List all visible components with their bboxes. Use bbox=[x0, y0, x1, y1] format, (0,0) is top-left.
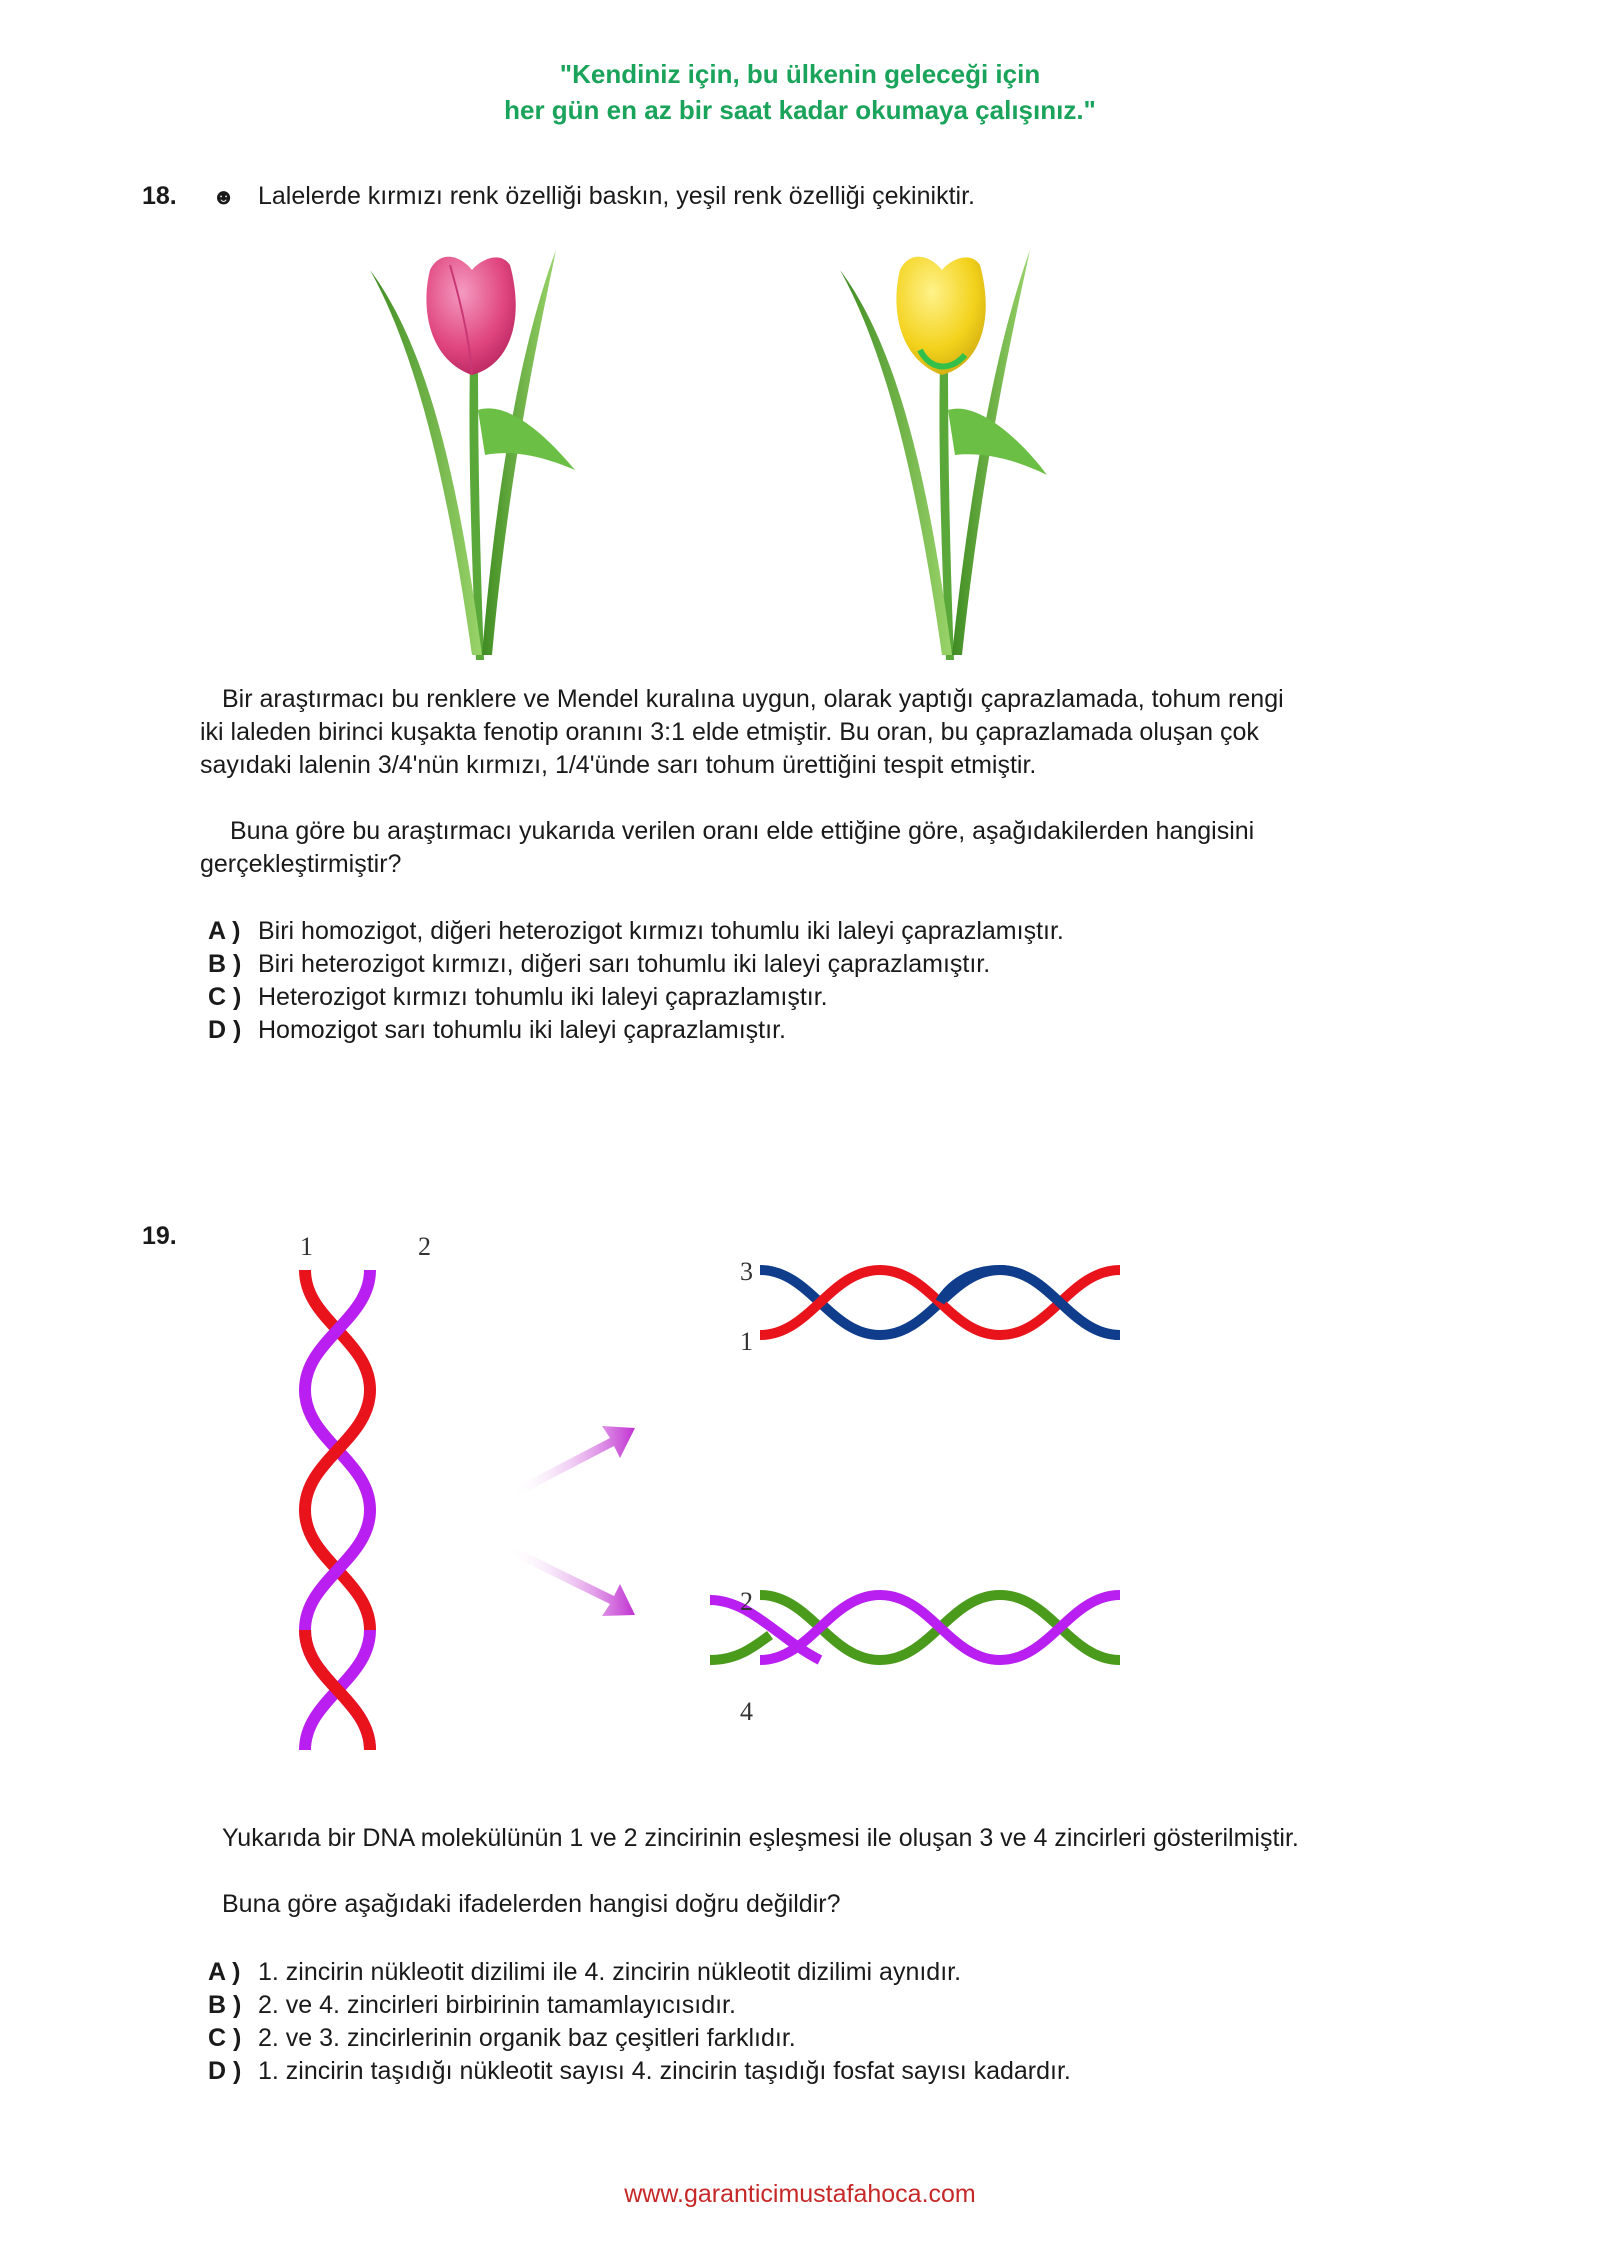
q18-option-d[interactable] bbox=[208, 1014, 786, 1047]
q18-para2-line1: Buna göre bu araştırmacı yukarıda verilen oranı elde ettiğine göre, aşağıdakilerden hangisini bbox=[230, 817, 1255, 845]
q19-option-a[interactable] bbox=[208, 1956, 961, 1989]
arrow-down-icon bbox=[506, 1545, 635, 1616]
q19-intro: Yukarıda bir DNA molekülünün 1 ve 2 zincirinin eşleşmesi ile oluşan 3 ve 4 zincirleri gösterilmiştir. bbox=[222, 1824, 1299, 1852]
q18-option-b[interactable] bbox=[208, 948, 990, 981]
option-text: 1. zincirin taşıdığı nükleotit sayısı 4. zincirin taşıdığı fosfat sayısı kadardır. bbox=[258, 2057, 1071, 2085]
option-label: B ) bbox=[208, 950, 242, 978]
option-label: C ) bbox=[208, 2024, 242, 2052]
q19-option-b[interactable] bbox=[208, 1989, 736, 2022]
strand-label-2b: 2 bbox=[740, 1587, 753, 1616]
question-18-number: 18. bbox=[142, 182, 177, 210]
original-helix bbox=[305, 1270, 370, 1750]
option-label: A ) bbox=[208, 917, 241, 945]
header-motto-line2: her gün en az bir saat kadar okumaya çalışınız." bbox=[504, 95, 1096, 125]
question-18-statement: Lalelerde kırmızı renk özelliği baskın, yeşil renk özelliği çekiniktir. bbox=[258, 182, 975, 210]
q18-option-a[interactable] bbox=[208, 915, 1064, 948]
option-label: D ) bbox=[208, 1016, 242, 1044]
q18-option-c[interactable] bbox=[208, 981, 828, 1014]
q18-para1-line1: Bir araştırmacı bu renklere ve Mendel kuralına uygun, olarak yaptığı çaprazlamada, tohum rengi bbox=[222, 685, 1284, 713]
strand-label-3: 3 bbox=[740, 1257, 753, 1286]
strand-label-2: 2 bbox=[418, 1232, 431, 1261]
dna-replication-diagram bbox=[280, 1220, 1380, 1800]
strand-label-1: 1 bbox=[300, 1232, 313, 1261]
q18-para2-line2: gerçekleştirmiştir? bbox=[200, 850, 402, 878]
strand-label-1b: 1 bbox=[740, 1327, 753, 1356]
option-label: B ) bbox=[208, 1991, 242, 2019]
q18-para1-line2: iki laleden birinci kuşakta fenotip oranını 3:1 elde etmiştir. Bu oran, bu çaprazlamada oluşan çok bbox=[200, 718, 1259, 746]
footer-website-link[interactable]: www.garanticimustafahoca.com bbox=[624, 2180, 976, 2208]
option-text: Heterozigot kırmızı tohumlu iki laleyi çaprazlamıştır. bbox=[258, 983, 828, 1011]
header-motto-line1: "Kendiniz için, bu ülkenin geleceği için bbox=[559, 59, 1041, 89]
option-text: Biri homozigot, diğeri heterozigot kırmızı tohumlu iki laleyi çaprazlamıştır. bbox=[258, 917, 1064, 945]
option-text: Biri heterozigot kırmızı, diğeri sarı tohumlu iki laleyi çaprazlamıştır. bbox=[258, 950, 991, 978]
q18-para1-line3: sayıdaki lalenin 3/4'nün kırmızı, 1/4'ünde sarı tohum ürettiğini tespit etmiştir. bbox=[200, 751, 1037, 779]
q19-option-d[interactable] bbox=[208, 2055, 1071, 2088]
q19-option-c[interactable] bbox=[208, 2022, 796, 2055]
helix-pair-3-1 bbox=[760, 1270, 1120, 1335]
question-19-number: 19. bbox=[142, 1222, 177, 1250]
helix-pair-2-4 bbox=[710, 1595, 1120, 1660]
pink-tulip-image bbox=[360, 240, 580, 660]
option-text: 2. ve 4. zincirleri birbirinin tamamlayıcısıdır. bbox=[258, 1991, 736, 2019]
option-label: D ) bbox=[208, 2057, 242, 2085]
strand-label-4: 4 bbox=[740, 1697, 753, 1726]
option-text: 2. ve 3. zincirlerinin organik baz çeşitleri farklıdır. bbox=[258, 2024, 796, 2052]
q19-question: Buna göre aşağıdaki ifadelerden hangisi doğru değildir? bbox=[222, 1890, 841, 1918]
option-label: A ) bbox=[208, 1958, 241, 1986]
smiley-icon: ☻ bbox=[212, 184, 236, 209]
option-label: C ) bbox=[208, 983, 242, 1011]
yellow-tulip-image bbox=[825, 240, 1055, 660]
option-text: Homozigot sarı tohumlu iki laleyi çaprazlamıştır. bbox=[258, 1016, 786, 1044]
option-text: 1. zincirin nükleotit dizilimi ile 4. zincirin nükleotit dizilimi aynıdır. bbox=[258, 1958, 962, 1986]
arrow-up-icon bbox=[510, 1426, 635, 1498]
